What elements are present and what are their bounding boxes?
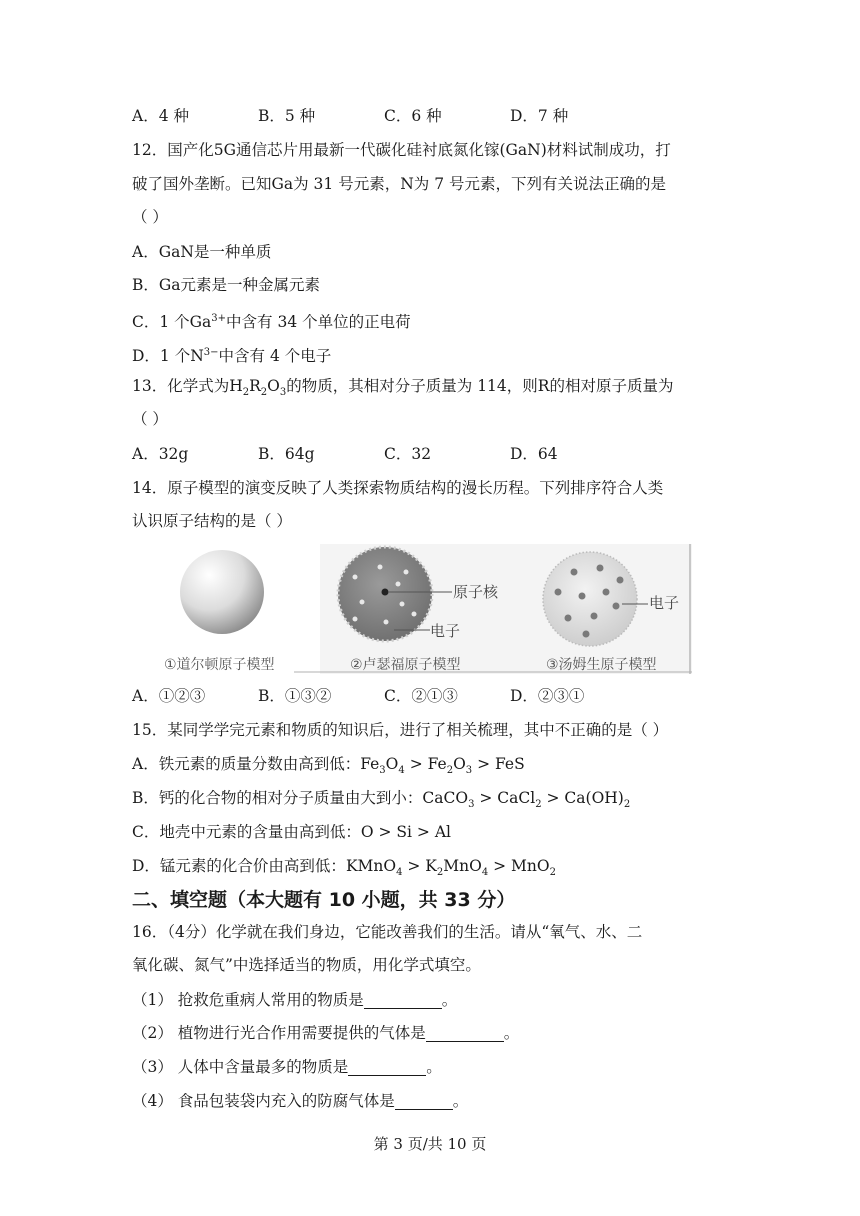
q15-stem: 15．某同学学完元素和物质的知识后，进行了相关梳理，其中不正确的是（ ） — [132, 721, 669, 739]
caption-rutherford: ②卢瑟福原子模型 — [350, 657, 461, 673]
q16-item-4: （4） 食品包装袋内充入的防腐气体是 。 — [132, 1092, 469, 1110]
caption-dalton: ①道尔顿原子模型 — [164, 657, 275, 673]
dalton-sphere — [180, 550, 264, 634]
q13-option-b: B．64g — [258, 445, 315, 463]
answer-blank-3[interactable] — [348, 1059, 426, 1076]
q14-option-b: B．①③② — [258, 687, 332, 705]
rutherford-nucleus — [382, 589, 389, 596]
answer-blank-1[interactable] — [364, 992, 442, 1009]
q15-option-a: A．铁元素的质量分数由高到低：$Fe_3O_4 > Fe_2O_3$ > FeS — [132, 755, 525, 777]
q12-option-b: B．Ga元素是一种金属元素 — [132, 276, 321, 294]
q14-option-c: C．②①③ — [384, 687, 458, 705]
q12-answer-paren: （ ） — [132, 208, 168, 226]
label-electron-thomson: 电子 — [649, 594, 680, 612]
q12-stem-line2: 破了国外垄断。已知Ga为 31 号元素，N为 7 号元素，下列有关说法正确的是 — [132, 175, 666, 193]
atom-models-figure — [154, 544, 692, 674]
q13-answer-paren: （ ） — [132, 410, 168, 428]
q16-stem-line2: 氧化碳、氮气”中选择适当的物质，用化学式填空。 — [132, 956, 481, 974]
label-nucleus: 原子核 — [453, 583, 499, 601]
q14-stem-line2: 认识原子结构的是（ ） — [132, 512, 292, 530]
label-electron-rutherford: 电子 — [430, 622, 461, 640]
q11-option-c: C．6 种 — [384, 107, 442, 125]
q13-stem-line1: 13．化学式为$H_2R_2O_3$的物质，其相对分子质量为 114，则R的相对原子质量为 — [132, 377, 674, 399]
q15-option-d: D．锰元素的化合价由高到低：KMnO$_4$ > $K_2MnO_4 > MnO_2$ — [132, 857, 556, 879]
q14-stem-line1: 14．原子模型的演变反映了人类探索物质结构的漫长历程。下列排序符合人类 — [132, 479, 664, 497]
q16-item-1: （1） 抢救危重病人常用的物质是 。 — [132, 991, 458, 1009]
answer-blank-2[interactable] — [426, 1025, 504, 1042]
q12-option-a: A．GaN是一种单质 — [132, 243, 272, 261]
q14-option-d: D．②③① — [510, 687, 585, 705]
thomson-atom — [543, 552, 637, 646]
q16-stem-line1: 16．（4分）化学就在我们身边，它能改善我们的生活。请从“氧气、水、二 — [132, 923, 643, 941]
q12-stem-line1: 12．国产化5G通信芯片用最新一代碳化硅衬底氮化镓(GaN)材料试制成功，打 — [132, 141, 671, 159]
caption-thomson: ③汤姆生原子模型 — [546, 657, 657, 673]
q15-option-b: B．钙的化合物的相对分子质量由大到小：CaCO$_3$ > CaCl$_2$ > $Ca(OH)_2$ — [132, 789, 631, 811]
q11-option-b: B．5 种 — [258, 107, 316, 125]
section-heading-fill-in: 二、填空题（本大题有 10 小题，共 33 分） — [132, 889, 516, 911]
q11-option-a: A．4 种 — [132, 107, 189, 125]
q14-option-a: A．①②③ — [132, 687, 206, 705]
q15-option-c: C．地壳中元素的含量由高到低：O > Si > Al — [132, 823, 451, 841]
q13-option-a: A．32g — [132, 445, 189, 463]
q16-item-2: （2） 植物进行光合作用需要提供的气体是 。 — [132, 1024, 520, 1042]
q16-item-3: （3） 人体中含量最多的物质是 。 — [132, 1058, 442, 1076]
q11-option-d: D．7 种 — [510, 107, 569, 125]
page-footer: 第 3 页/共 10 页 — [373, 1135, 487, 1153]
q12-option-d: D．1 个$N^{3-}$中含有 4 个电子 — [132, 347, 332, 366]
q12-option-c: C．1 个$Ga^{3+}$中含有 34 个单位的正电荷 — [132, 313, 411, 332]
answer-blank-4[interactable] — [395, 1093, 453, 1110]
q13-option-c: C．32 — [384, 445, 432, 463]
q13-option-d: D．64 — [510, 445, 558, 463]
